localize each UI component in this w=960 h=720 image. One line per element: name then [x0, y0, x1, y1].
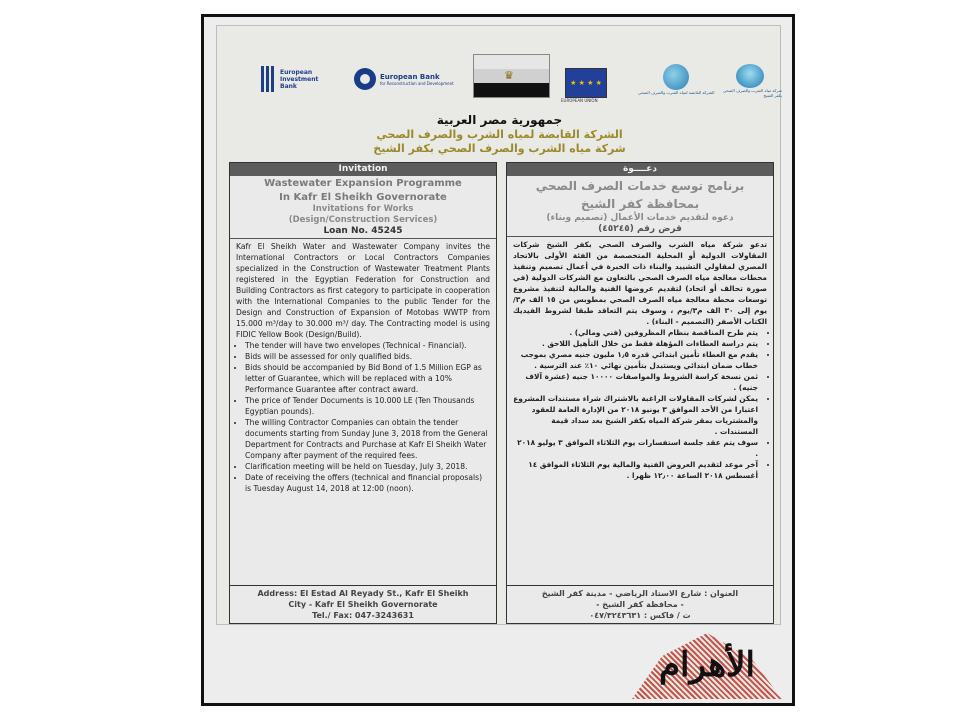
english-notice	[229, 162, 497, 624]
arabic-address-line3: ت / فاكس : ٠٤٧/٣٢٤٣٦٣١	[589, 611, 691, 620]
english-address-line2: City - Kafr El Sheikh Governorate	[288, 600, 438, 609]
water-drop-icon	[663, 64, 689, 90]
eib-logo-text: European Investment Bank	[280, 68, 319, 90]
al-ahram-logo	[632, 633, 782, 699]
eib-bars-icon	[261, 66, 274, 92]
eib-logo	[261, 66, 318, 92]
english-subtitle-line1: Invitations for Works	[312, 204, 414, 214]
newspaper-clipping	[216, 25, 781, 625]
arabic-loan-number: قرض رقم (٤٥٢٤٥)	[507, 224, 773, 237]
list-item: • Bids will be assessed for only qualified bids.	[245, 351, 490, 362]
list-item: • يتم طرح المناقصة بنظام المظروفين (فني ومالي) .	[513, 327, 758, 338]
arabic-notice	[506, 162, 774, 624]
list-item: • سوف يتم عقد جلسة استفسارات يوم الثلاثاء الموافق ٣ يوليو ٢٠١٨ .	[513, 437, 758, 459]
ksww-logo	[717, 64, 782, 98]
english-subtitle-line2: (Design/Construction Services)	[288, 215, 438, 225]
english-title-line1: Wastewater Expansion Programme	[264, 178, 462, 189]
ebrd-logo	[354, 68, 454, 90]
egypt-flag-icon	[473, 54, 550, 98]
ksww-caption: شركة مياه الشرب والصرف الصحي بكفر الشيخ	[722, 88, 782, 98]
water-drop-icon	[736, 64, 764, 88]
list-item: • The willing Contractor Companies can obtain the tender documents starting from Sunday June 3, 2018 from the General Department for Contracts and Purchase at Kafr El Sheikh Water Company after payment of the required fees.	[245, 417, 490, 461]
english-address-line3: Tel./ Fax: 047-3243631	[312, 611, 414, 620]
ebrd-logo-name: European Bank	[380, 72, 440, 81]
notice-columns	[229, 162, 774, 624]
arabic-address	[507, 585, 773, 623]
hcww-caption: الشركة القابضة لمياه الشرب والصرف الصحي	[638, 90, 715, 95]
list-item: • The tender will have two envelopes (Technical - Financial).	[245, 340, 490, 351]
arabic-bullet-list	[507, 327, 773, 481]
arabic-body: تدعو شركة مياه الشرب والصرف الصحي بكفر الشيخ شركات المقاولات الدولية أو المحلية المتخصصة من الفئة الأولى بالاتحاد المصري لمقاولي التشييد والبناء ذات الخبرة في أعمال تصميم وتنفيذ محطات معالجة مياه الصرف الصحي بالتعاون مع الشركات الدولية (في صورة تحالف أو اتحاد) لتقديم عروضها الفنية والمالية لتنفيذ مشروع توسعات محطة معالجة مياه الصرف الصحي بمطوبس من ١٥ الف م٣/يوم إلى ٣٠ الف م٣/يوم ، وسوف يتم التعاقد طبقا لشروط الفيديك الكتاب الأصفر (التصميم - البناء) .	[513, 240, 767, 326]
english-banner: Invitation	[230, 163, 496, 176]
arabic-address-line2: - محافظة كفر الشيخ -	[596, 600, 684, 609]
list-item: • آخر موعد لتقديم العروض الفنية والمالية يوم الثلاثاء الموافق ١٤ أغسطس ٢٠١٨ الساعة ١٢٫٠٠ ظهرا .	[513, 459, 758, 481]
english-loan-number: Loan No. 45245	[230, 226, 496, 239]
eu-caption: EUROPEAN UNION	[561, 98, 598, 103]
eu-flag-icon: ★ ★ ★ ★	[565, 68, 607, 98]
list-item: • يتم دراسة العطاءات المؤهلة فقط من خلال التأهيل اللاحق .	[513, 338, 758, 349]
hcww-logo	[638, 64, 715, 95]
english-address-line1: Address: El Estad Al Reyady St., Kafr El Sheikh	[257, 589, 469, 598]
list-item: • ثمن نسخة كراسة الشروط والمواصفات ١٠٠٠٠ جنيه (عشرة آلاف جنيه) .	[513, 371, 758, 393]
list-item: • Bids should be accompanied by Bid Bond of 1.5 Million EGP as letter of Guarantee, which will be replaced with a 10% Performance Guarantee after contract award.	[245, 362, 490, 395]
arabic-address-line1: العنوان : شارع الاستاد الرياضي - مدينة كفر الشيخ	[541, 589, 739, 598]
list-item: • Date of receiving the offers (technical and financial proposals) is Tuesday August 14, 2018 at 12:00 (noon).	[245, 472, 490, 494]
header-holding-company: الشركة القابضة لمياه الشرب والصرف الصحي	[376, 128, 623, 141]
list-item: • The price of Tender Documents is 10.000 LE (Ten Thousands Egyptian pounds).	[245, 395, 490, 417]
arabic-title-line1: برنامج توسع خدمات الصرف الصحي	[535, 179, 745, 193]
ebrd-logo-sub: for Reconstruction and Development	[380, 80, 454, 86]
list-item: • Clarification meeting will be held on Tuesday, July 3, 2018.	[245, 461, 490, 472]
arabic-headers	[217, 108, 782, 155]
header-kafr-company: شركة مياه الشرب والصرف الصحي بكفر الشيخ	[373, 142, 626, 155]
ebrd-circle-icon	[354, 68, 376, 90]
english-title-line2: In Kafr El Sheikh Governorate	[279, 192, 447, 203]
eagle-icon: ♛	[504, 69, 514, 82]
arabic-banner: دعــــوة	[507, 163, 773, 176]
header-republic: جمهورية مصر العربية	[436, 113, 563, 127]
list-item: • يمكن لشركات المقاولات الراغبة بالاشتراك شراء مستندات المشروع اعتبارا من الأحد الموافق ٣ يونيو ٢٠١٨ من الإدارة العامة للعقود والمشتريات بمقر شركة المياه بكفر الشيخ بعد سداد قيمة المستندات .	[513, 393, 758, 437]
english-address	[230, 585, 496, 623]
al-ahram-wordmark: الأهرام	[658, 645, 756, 685]
arabic-subtitle: دعوه لتقديم خدمات الأعمال (تصميم وبناء)	[546, 213, 734, 223]
clipping-frame	[201, 14, 795, 706]
english-body: Kafr El Sheikh Water and Wastewater Company invites the International Contractors or Local Contractors Companies specialized in the Construction of Wastewater Treatment Plants registered in the Egyptian Federation for Construction and Building Contractors as first category to participate in cooperation with the International Companies to the public Tender for the Design and Construction of Expansion of Motobas WWTP from 15.000 m³/day to 30.000 m³/ day. The Contracting model is using FIDIC Yellow Book (Design/Build).	[236, 242, 490, 339]
logo-strip	[217, 26, 782, 108]
arabic-title-line2: بمحافظة كفر الشيخ	[580, 197, 700, 211]
english-bullet-list	[230, 340, 496, 494]
list-item: • يقدم مع العطاء تأمين ابتدائي قدره ١٫٥ مليون جنيه مصري بموجب خطاب ضمان ابتدائي ويستبدل بتأمين نهائي ١٠٪ عند الترسية .	[513, 349, 758, 371]
